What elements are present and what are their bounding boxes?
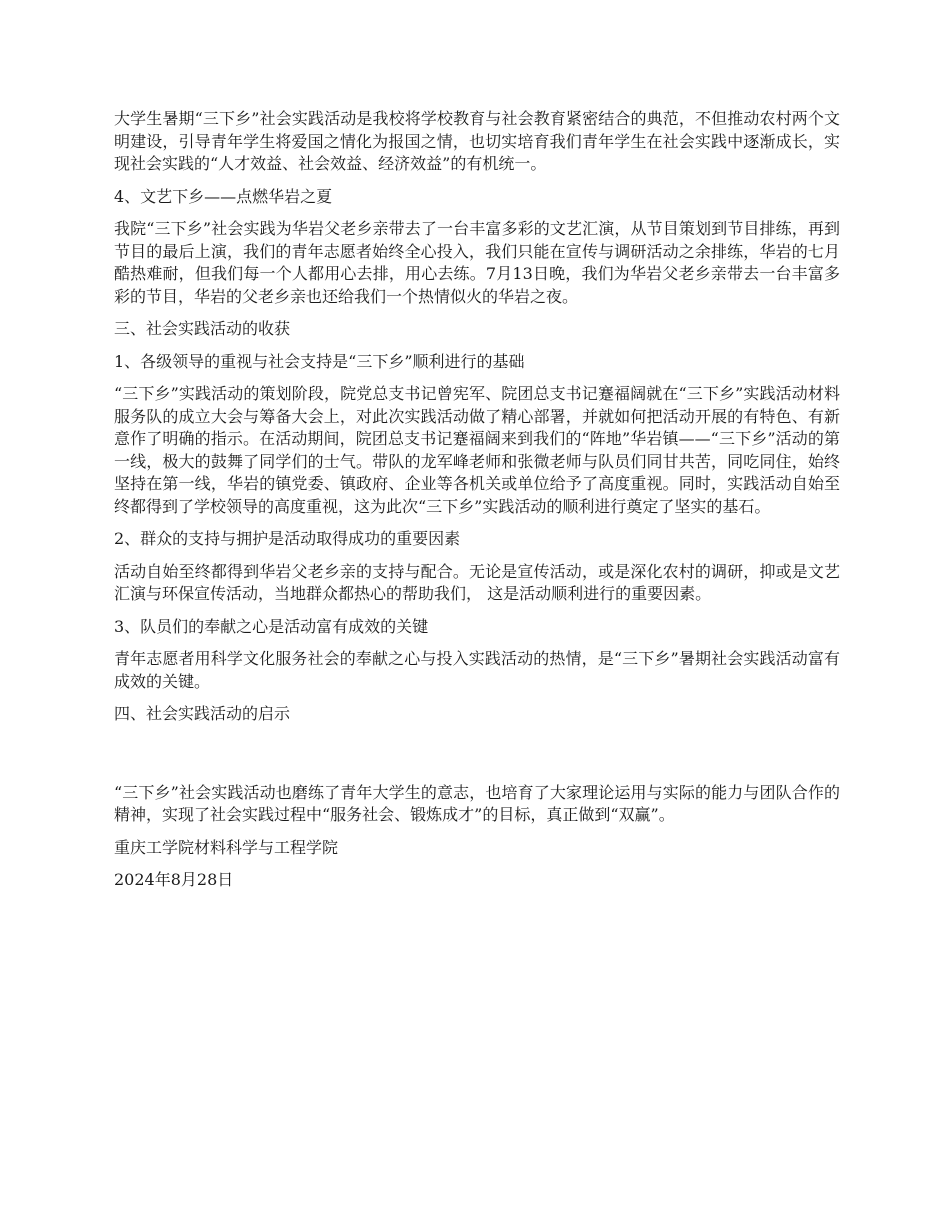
- heading-section-four: 四、社会实践活动的启示: [114, 704, 291, 723]
- document-page: [114, 108, 840, 902]
- insight-paragraph: “三下乡”社会实践活动也磨练了青年大学生的意志，也培育了大家理论运用与实际的能力与团队合作的精神，实现了社会实践过程中“服务社会、锻炼成才”的目标，真正做到“双赢”。: [114, 782, 840, 824]
- heading-arts-to-countryside: 4、文艺下乡——点燃华岩之夏: [114, 186, 333, 206]
- signature-organization: 重庆工学院材料科学与工程学院: [114, 837, 339, 857]
- gain-three-paragraph: 青年志愿者用科学文化服务社会的奉献之心与投入实践活动的热情，是“三下乡”暑期社会实践活动富有成效的关键。: [114, 649, 840, 691]
- heading-gain-one: 1、各级领导的重视与社会支持是“三下乡”顺利进行的基础: [114, 351, 525, 371]
- gain-one-paragraph: “三下乡”实践活动的策划阶段，院党总支书记曾宪军、院团总支书记蹇福阔就在“三下乡”实践活动材料服务队的成立大会与筹备大会上，对此次实践活动做了精心部署，并就如何把活动开展的有特色、有新意作了明确的指示。在活动期间，院团总支书记蹇福阔来到我们的“阵地”华岩镇——“三下乡”活动的第一线，极大的鼓舞了同学们的士气。带队的龙军峰老师和张微老师与队员们同甘共苦，同吃同住，始终坚持在第一线，华岩的镇党委、镇政府、企业等各机关或单位给予了高度重视。同时，实践活动自始至终都得到了学校领导的高度重视，这为此次“三下乡”实践活动的顺利进行奠定了坚实的基石。: [114, 384, 840, 516]
- intro-paragraph: 大学生暑期“三下乡”社会实践活动是我校将学校教育与社会教育紧密结合的典范，不但推动农村两个文明建设，引导青年学生将爱国之情化为报国之情，也切实培育我们青年学生在社会实践中逐渐成长，实现社会实践的“人才效益、社会效益、经济效益”的有机统一。: [114, 109, 840, 173]
- signature-date: 2024年8月28日: [114, 870, 234, 889]
- arts-paragraph: 我院“三下乡”社会实践为华岩父老乡亲带去了一台丰富多彩的文艺汇演，从节目策划到节目排练，再到节目的最后上演，我们的青年志愿者始终全心投入，我们只能在宣传与调研活动之余排练，华岩的七月酷热难耐，但我们每一个人都用心去排，用心去练。7月13日晚，我们为华岩父老乡亲带去一台丰富多彩的节目，华岩的父老乡亲也还给我们一个热情似火的华岩之夜。: [114, 219, 840, 306]
- blank-spacer: [114, 736, 840, 782]
- heading-gain-two: 2、群众的支持与拥护是活动取得成功的重要因素: [114, 529, 461, 548]
- heading-gain-three: 3、队员们的奉献之心是活动富有成效的关键: [114, 616, 429, 636]
- heading-section-three: 三、社会实践活动的收获: [114, 319, 291, 338]
- gain-two-paragraph: 活动自始至终都得到华岩父老乡亲的支持与配合。无论是宣传活动，或是深化农村的调研，抑或是文艺汇演与环保宣传活动，当地群众都热心的帮助我们， 这是活动顺利进行的重要因素。: [114, 561, 840, 603]
